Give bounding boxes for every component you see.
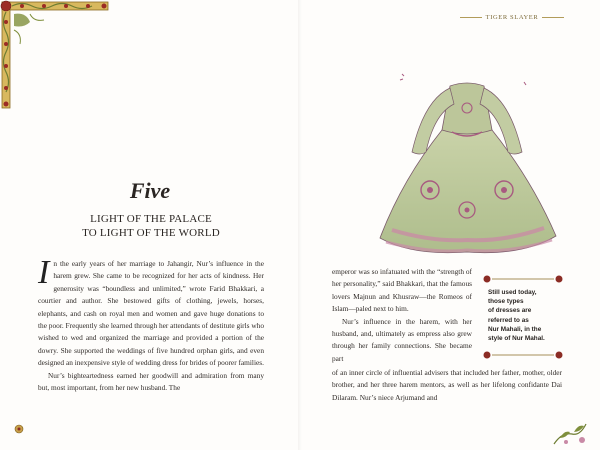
- gutter: [298, 0, 302, 450]
- floral-corner-ornament: [552, 418, 588, 446]
- right-paragraph-2: Nur’s influence in the harem, with her husband, and, ultimately as empress also grew through her family connections. She became part: [332, 316, 472, 363]
- caption-rule-bottom: [482, 350, 564, 360]
- running-head-text: TIGER SLAYER: [485, 14, 539, 21]
- caption-line-2: those types: [488, 298, 524, 306]
- ornamental-corner-border: [0, 0, 110, 110]
- caption-line-6: style of Nur Mahal.: [488, 335, 545, 343]
- running-head-rule-right: [542, 17, 564, 18]
- left-body-text: [38, 254, 264, 394]
- folio-ornament-left: [14, 424, 24, 434]
- chapter-title-line-2: TO LIGHT OF THE WORLD: [82, 227, 220, 239]
- caption-line-3: of dresses are: [488, 307, 532, 315]
- chapter-number-word: Five: [129, 178, 171, 203]
- right-paragraph-3: of an inner circle of influential advisers that included her father, mother, older brother, and her three harem mentors, as well as her lifelong confidante Dai Dilaram. Nur’s niece Arjumand and: [332, 368, 562, 402]
- running-head-rule-left: [460, 17, 482, 18]
- chapter-title-line-1: LIGHT OF THE PALACE: [90, 213, 212, 225]
- left-paragraph-2: Nur’s bighteartedness earned her goodwill and admiration from many but, most important, from her new husband. The: [38, 370, 264, 393]
- left-paragraph-1: [38, 254, 264, 370]
- left-paragraph-1-text: n the early years of her marriage to Jahangir, Nur’s influence in the harem grew. She came to be recognized for her acts of kindness. Her generosity was “boundless and unlimited,” wrote Farid Bhakkari, a courtier and author. She bestowed gifts of clothing, jewels, horses, elephants, and cash on royal men and women and gave huge donations to the poor. Frequently she learned through her attendants of destitute girls who wished to wed and organized the marriage and provided a portion of the dowry. She supported the weddings of five hundred orphan girls, and even designed an inexpensive style of wedding dress for brides of poorer families.: [38, 259, 264, 368]
- right-body-text-column: [332, 266, 472, 365]
- caption-rule-top: [482, 274, 564, 284]
- caption-text: [488, 288, 560, 343]
- dress-illustration: [372, 60, 562, 260]
- caption-line-1: Still used today,: [488, 289, 537, 296]
- drop-cap: I: [38, 254, 50, 291]
- running-head: [452, 14, 572, 21]
- right-body-text-wide: [332, 367, 562, 404]
- caption-line-5: Nur Mahali, in the: [488, 325, 542, 333]
- chapter-title: [56, 212, 246, 240]
- right-paragraph-1: emperor was so infatuated with the “strength of her personality,” said Bhakkari, that the famous lovers Majnun and Khusraw—the Romeos of Islam—paled next to him.: [332, 267, 472, 314]
- caption-line-4: referred to as: [488, 316, 529, 324]
